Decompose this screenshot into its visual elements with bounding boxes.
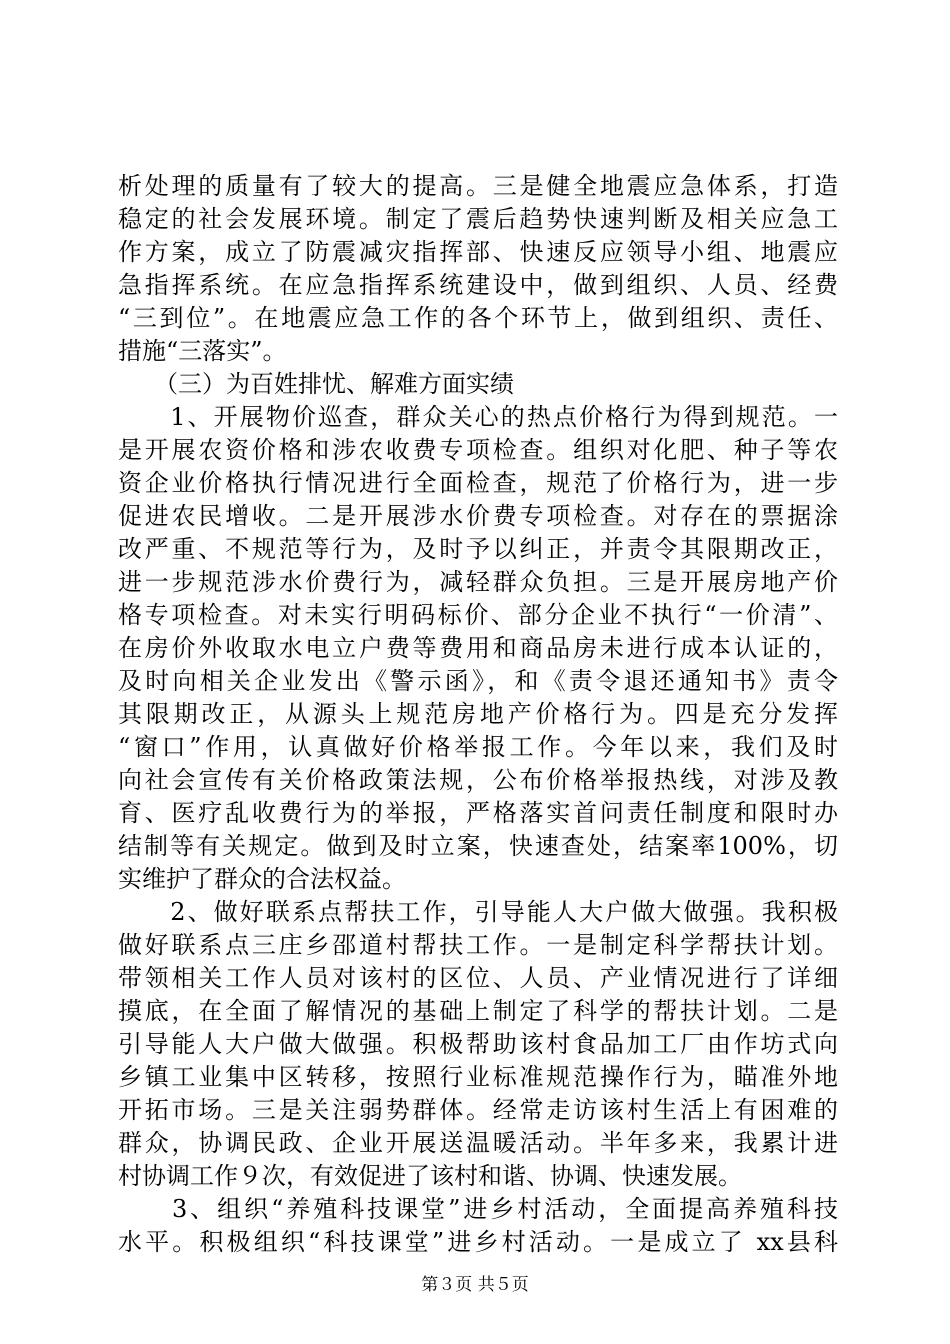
text-line: 及时向相关企业发出《警示函》，和《责令退还通知书》责令 bbox=[118, 667, 838, 695]
text-line: 乡镇工业集中区转移，按照行业标准规范操作行为，瞄准外地 bbox=[118, 1063, 838, 1091]
text-line: 引导能人大户做大做强。积极帮助该村食品加工厂由作坊式向 bbox=[118, 1030, 838, 1058]
text-line: 水平。积极组织“科技课堂”进乡村活动。一是成立了 xx县科 bbox=[118, 1228, 838, 1256]
text-line: 开拓市场。三是关注弱势群体。经常走访该村生活上有困难的 bbox=[118, 1096, 838, 1124]
text-line: 措施“三落实”。 bbox=[118, 337, 287, 365]
text-line: 析处理的质量有了较大的提高。三是健全地震应急体系，打造 bbox=[118, 172, 838, 200]
text-line: 摸底，在全面了解情况的基础上制定了科学的帮扶计划。二是 bbox=[118, 997, 838, 1025]
text-line: 急指挥系统。在应急指挥系统建设中，做到组织、人员、经费 bbox=[118, 271, 838, 299]
text-line: 在房价外收取水电立户费等费用和商品房未进行成本认证的， bbox=[118, 634, 838, 662]
text-line: “三到位”。在地震应急工作的各个环节上，做到组织、责任、 bbox=[118, 304, 838, 332]
text-line: 群众，协调民政、企业开展送温暖活动。半年多来，我累计进 bbox=[118, 1129, 838, 1157]
text-line: 做好联系点三庄乡邵道村帮扶工作。一是制定科学帮扶计划。 bbox=[118, 931, 838, 959]
text-line: 其限期改正，从源头上规范房地产价格行为。四是充分发挥 bbox=[118, 700, 838, 728]
text-line: 育、医疗乱收费行为的举报，严格落实首问责任制度和限时办 bbox=[118, 799, 838, 827]
text-line: 结制等有关规定。做到及时立案，快速查处，结案率100%，切 bbox=[118, 832, 838, 860]
text-line: 是开展农资价格和涉农收费专项检查。组织对化肥、种子等农 bbox=[118, 436, 838, 464]
text-line: 2、做好联系点帮扶工作，引导能人大户做大做强。我积极 bbox=[118, 898, 838, 926]
text-line: 村协调工作９次，有效促进了该村和谐、协调、快速发展。 bbox=[118, 1162, 742, 1190]
text-line: 进一步规范涉水价费行为，减轻群众负担。三是开展房地产价 bbox=[118, 568, 838, 596]
page-footer: 第３页 共５页 bbox=[421, 1275, 529, 1295]
text-line: 带领相关工作人员对该村的区位、人员、产业情况进行了详细 bbox=[118, 964, 838, 992]
text-line: 促进农民增收。二是开展涉水价费专项检查。对存在的票据涂 bbox=[118, 502, 838, 530]
text-line: 3、组织“养殖科技课堂”进乡村活动，全面提高养殖科技 bbox=[118, 1195, 838, 1223]
text-line: 改严重、不规范等行为，及时予以纠正，并责令其限期改正， bbox=[118, 535, 838, 563]
document-body bbox=[118, 170, 838, 1259]
text-line: 向社会宣传有关价格政策法规，公布价格举报热线，对涉及教 bbox=[118, 766, 838, 794]
text-line: 实维护了群众的合法权益。 bbox=[118, 865, 406, 893]
text-line: 资企业价格执行情况进行全面检查，规范了价格行为，进一步 bbox=[118, 469, 838, 497]
text-line: 作方案，成立了防震减灾指挥部、快速反应领导小组、地震应 bbox=[118, 238, 838, 266]
section-heading: （三）为百姓排忧、解难方面实绩 bbox=[118, 370, 514, 398]
text-line: 稳定的社会发展环境。制定了震后趋势快速判断及相关应急工 bbox=[118, 205, 838, 233]
text-line: 1、开展物价巡查，群众关心的热点价格行为得到规范。一 bbox=[118, 403, 838, 431]
text-line: 格专项检查。对未实行明码标价、部分企业不执行“一价清”、 bbox=[118, 601, 838, 629]
text-line: “窗口”作用，认真做好价格举报工作。今年以来，我们及时 bbox=[118, 733, 838, 761]
